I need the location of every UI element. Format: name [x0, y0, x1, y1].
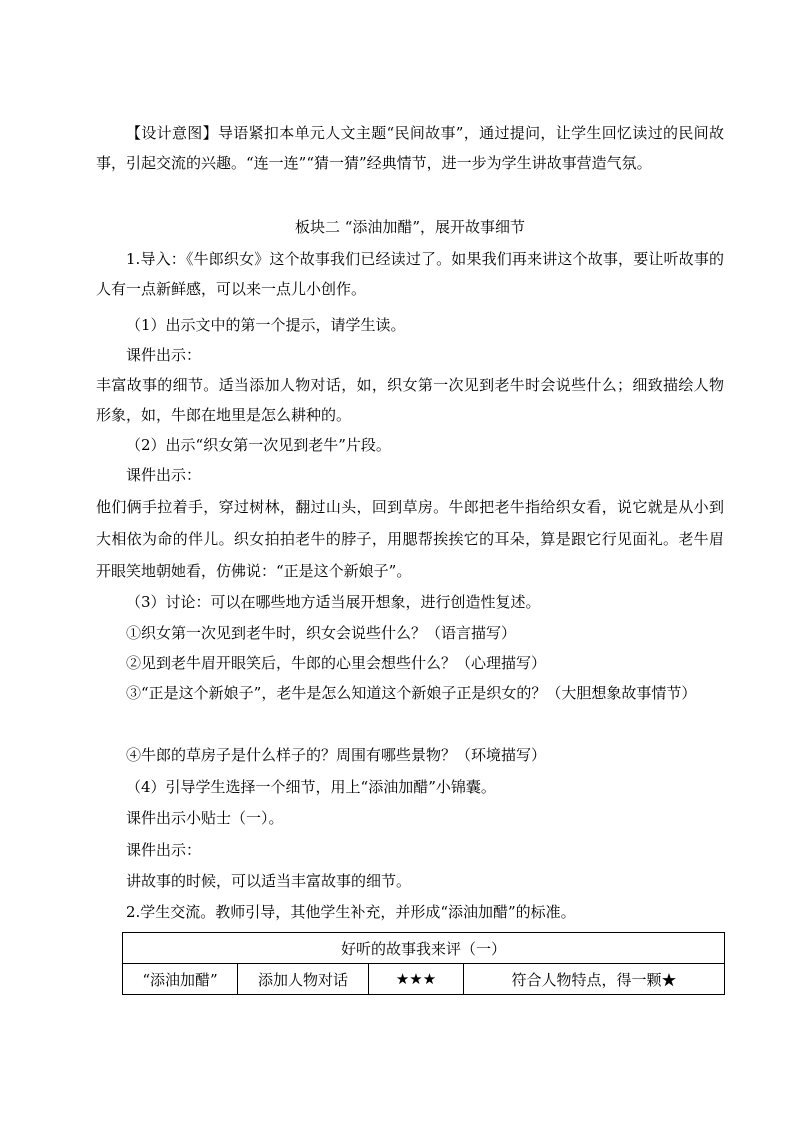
paragraph-step3: （3）讨论：可以在哪些地方适当展开想象，进行创造性复述。 — [126, 593, 541, 611]
section-title: 板块二 “添油加醋”，展开故事细节 — [294, 218, 526, 236]
paragraph-courseware-2: 课件出示： — [126, 466, 202, 484]
paragraph-story-excerpt: 他们俩手拉着手，穿过树林，翻过山头，回到草房。牛郎把老牛指给织女看，说它就是从小到大相依为命的伴儿。织女拍拍老牛的脖子，用腮帮挨挨它的耳朵，算是跟它行见面礼。老牛眉开眼笑地朝她看，仿佛说：“正是这个新娘子”。 — [96, 498, 724, 580]
paragraph-step1: （1）出示文中的第一个提示，请学生读。 — [126, 316, 406, 334]
paragraph-enrich-details: 丰富故事的细节。适当添加人物对话，如，织女第一次见到老牛时会说些什么；细致描绘人物形象，如，牛郎在地里是怎么耕种的。 — [96, 376, 724, 424]
paragraph-exchange: 2.学生交流。教师引导，其他学生补充，并形成“添油加醋”的标准。 — [126, 903, 576, 921]
table-title: 好听的故事我来评（一） — [123, 933, 725, 964]
table-cell-stars: ★★★ — [369, 964, 464, 995]
paragraph-tips: 课件出示小贴士（一）。 — [126, 809, 284, 827]
paragraph-question-4: ④牛郎的草房子是什么样子的？周围有哪些景物？（环境描写） — [126, 746, 547, 764]
paragraph-question-2: ②见到老牛眉开眼笑后，牛郎的心里会想些什么？（心理描写） — [126, 654, 547, 672]
design-intent-paragraph — [96, 118, 724, 178]
design-intent-label: 【设计意图】 — [126, 124, 218, 142]
table-row — [123, 964, 725, 995]
table-title-row — [123, 933, 725, 964]
table-cell-rule: 符合人物特点，得一颗★ — [464, 964, 725, 995]
table-cell-criterion: 添加人物对话 — [238, 964, 369, 995]
paragraph-courseware-3: 课件出示： — [126, 841, 202, 859]
paragraph-step2: （2）出示“织女第一次见到老牛”片段。 — [126, 436, 391, 454]
design-intent-text: 导语紧扣本单元人文主题“民间故事”，通过提问，让学生回忆读过的民间故事，引起交流的兴趣。“连一连”“猜一猜”经典情节，进一步为学生讲故事营造气氛。 — [96, 124, 724, 172]
paragraph-intro: 1.导入：《牛郎织女》这个故事我们已经读过了。如果我们再来讲这个故事，要让听故事的人有一点新鲜感，可以来一点儿小创作。 — [96, 250, 724, 298]
paragraph-step4: （4）引导学生选择一个细节，用上“添油加醋”小锦囊。 — [126, 778, 496, 796]
table-cell-category: “添油加醋” — [123, 964, 238, 995]
paragraph-question-3: ③“正是这个新娘子”，老牛是怎么知道这个新娘子正是织女的？（大胆想象故事情节） — [126, 684, 697, 702]
evaluation-table — [122, 932, 725, 995]
paragraph-tip-text: 讲故事的时候，可以适当丰富故事的细节。 — [126, 872, 412, 890]
paragraph-courseware-1: 课件出示： — [126, 346, 202, 364]
paragraph-question-1: ①织女第一次见到老牛时，织女会说些什么？（语言描写） — [126, 624, 517, 642]
